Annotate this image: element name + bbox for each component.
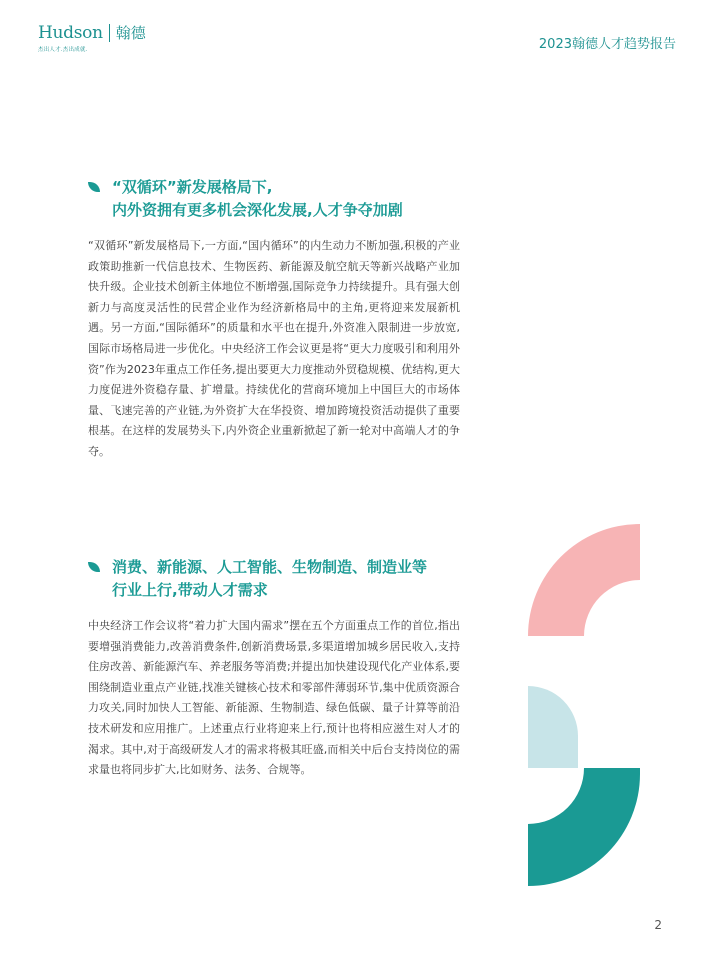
heading-line: 消费、新能源、人工智能、生物制造、制造业等 xyxy=(112,558,428,576)
report-title: 2023翰德人才趋势报告 xyxy=(538,37,676,52)
section-body: “双循环”新发展格局下,一方面,“国内循环”的内生动力不断加强,积极的产业政策助推新一代信息技术、生物医药、新能源及航空航天等新兴战略产业加快升级。企业技术创新主体地位不断增强,国际竞争力持续提升。具有强大创新力与高度灵活性的民营企业作为经济新格局中的主角,更将迎来发展新机遇。另一方面,“国际循环”的质量和水平也在提升,外资准入限制进一步放宽,国际市场格局进一步优化。中央经济工作会议更是将“更大力度吸引和利用外资”作为2023年重点工作任务,提出要更大力度推动外贸稳规模、优结构,更大力度促进外资稳存量、扩增量。持续优化的营商环境加上中国巨大的市场体量、飞速完善的产业链,为外资扩大在华投资、增加跨境投资活动提供了重要根基。在这样的发展势头下,内外资企业重新掀起了新一轮对中高端人才的争夺。 xyxy=(88,239,460,458)
hudson-logo xyxy=(38,22,146,53)
light-blue-quarter-shape xyxy=(528,686,578,768)
leaf-bullet-icon xyxy=(88,182,100,192)
section-heading xyxy=(88,556,460,602)
pink-arc-shape xyxy=(528,524,640,636)
heading-line: 行业上行,带动人才需求 xyxy=(112,581,268,599)
section-dual-circulation xyxy=(88,176,460,463)
teal-arc-shape xyxy=(528,768,640,886)
page-number: 2 xyxy=(654,918,662,932)
logo-divider xyxy=(109,24,110,42)
section-body: 中央经济工作会议将“着力扩大国内需求”摆在五个方面重点工作的首位,指出要增强消费能力,改善消费条件,创新消费场景,多渠道增加城乡居民收入,支持住房改善、新能源汽车、养老服务等消费;并提出加快建设现代化产业体系,要围绕制造业重点产业链,找准关键核心技术和零部件薄弱环节,集中优质资源合力攻关,同时加快人工智能、新能源、生物制造、绿色低碳、量子计算等前沿技术研发和应用推广。上述重点行业将迎来上行,预计也将相应滋生对人才的渴求。其中,对于高级研发人才的需求将极其旺盛,而相关中后台支持岗位的需求量也将同步扩大,比如财务、法务、合规等。 xyxy=(88,619,460,777)
section-heading xyxy=(88,176,460,222)
logo-english: Hudson xyxy=(38,22,103,43)
heading-line: 内外资拥有更多机会深化发展,人才争夺加剧 xyxy=(112,201,403,219)
logo-tagline: 杰出人才.杰出成就. xyxy=(38,47,88,53)
section-industry-upturn xyxy=(88,556,460,781)
leaf-bullet-icon xyxy=(88,562,100,572)
decorative-arcs xyxy=(528,524,640,886)
heading-line: “双循环”新发展格局下, xyxy=(112,178,273,196)
logo-chinese: 翰德 xyxy=(115,24,146,42)
page-header xyxy=(0,0,710,60)
